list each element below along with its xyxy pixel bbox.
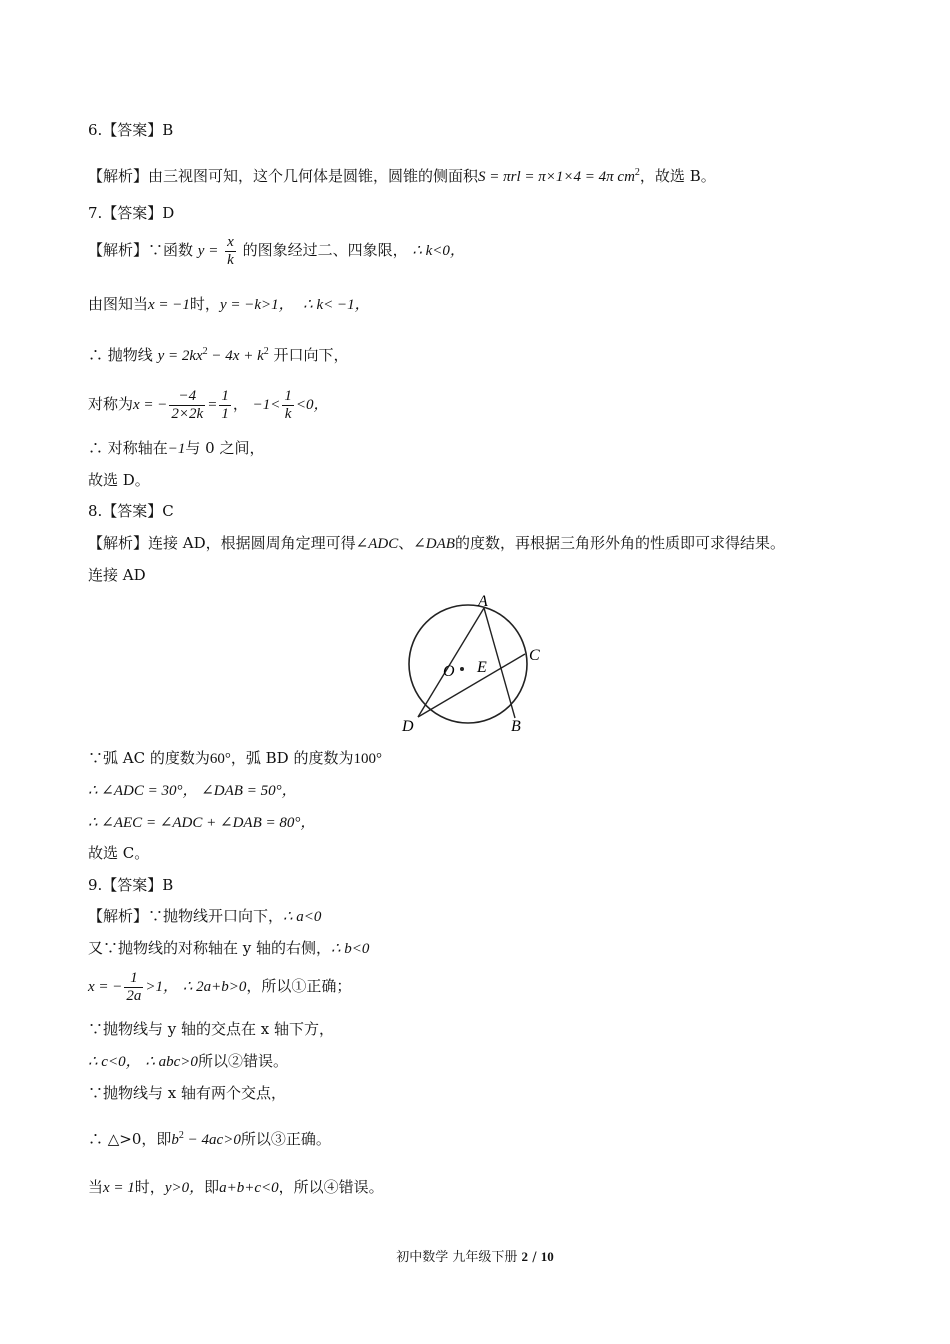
circle-figure (398, 590, 550, 736)
q9-line-6: ∵抛物线与 x 轴有两个交点， (88, 1084, 286, 1102)
q7-l1-mid: 的图象经过二、四象限， (242, 241, 408, 259)
q7-l4-prefix: 对称为 (88, 395, 134, 413)
q9-l1-result: ∴ a<0 (283, 909, 322, 925)
q9-l8-mid2: 即 (204, 1178, 220, 1196)
q7-line-3 (88, 342, 349, 366)
q7-l2-eq2: y = −k>1， (219, 297, 294, 313)
q8-exp-suffix: 的度数，再根据三角形外角的性质即可求得结果。 (454, 534, 785, 552)
q8-line-4: 故选 C。 (88, 844, 150, 862)
q9-line-1 (88, 906, 321, 927)
q9-l8-x: x = 1 (103, 1180, 135, 1196)
footer-total-pages: 10 (540, 1249, 554, 1264)
label-d: D (402, 718, 414, 735)
q9-line-3 (88, 967, 351, 1006)
q7-l3-sup2: 2 (263, 346, 269, 357)
q8-l1-v2: 100° (353, 751, 382, 767)
q9-line-4: ∵抛物线与 y 轴的交点在 x 轴下方， (88, 1020, 335, 1038)
q7-l3-eq-b: − 4x + k (207, 348, 264, 364)
q7-l4-num3: 1 (284, 387, 292, 404)
q6-exp-text: 【解析】由三视图可知，这个几何体是圆锥，圆锥的侧面积 (88, 167, 479, 185)
q8-explanation (88, 533, 785, 554)
q9-l7-sup: 2 (178, 1130, 184, 1141)
q8-l1-v1: 60° (209, 751, 231, 767)
q7-l1-result: ∴ k<0， (412, 243, 465, 259)
label-b: B (511, 718, 521, 735)
q8-sep: 、 (398, 534, 414, 552)
q9-answer-header: 9.【答案】B (88, 876, 174, 894)
q9-l7-rest: − 4ac>0 (183, 1132, 241, 1148)
q9-line-7 (88, 1126, 331, 1150)
q7-l4-comma: ， (232, 395, 248, 413)
q9-l3-fraction (124, 970, 143, 1005)
q7-l4-ineq-a: −1< (252, 397, 281, 413)
footer-page-number: 2 (521, 1249, 529, 1264)
q9-l3-num: 1 (124, 970, 143, 988)
q9-line-8 (88, 1177, 384, 1198)
q8-angle-adc: ∠ADC (355, 536, 399, 552)
q9-l3-x: x = − (88, 979, 123, 995)
q7-l4-den2: 1 (221, 405, 229, 422)
q8-line-2: ∴ ∠ADC = 30°， ∠DAB = 50°， (88, 783, 297, 799)
q9-l7-prefix: ∴ △>0，即 (88, 1130, 172, 1148)
footer-title: 初中数学 九年级下册 (396, 1250, 518, 1265)
q7-l4-fraction-3 (282, 388, 294, 423)
q9-l1-prefix: 【解析】∵抛物线开口向下， (88, 907, 284, 925)
q9-l7-suffix: 所以③正确。 (240, 1130, 331, 1148)
q9-l3-suffix: ，所以①正确； (246, 977, 352, 995)
q7-l4-fraction-1 (169, 388, 205, 423)
q7-l2-prefix: 由图知当 (88, 295, 149, 313)
q7-l5-suffix: 与 0 之间， (185, 439, 265, 457)
q7-l3-sup1: 2 (202, 346, 208, 357)
q8-angle-dab: ∠DAB (413, 536, 455, 552)
q7-line-4 (88, 384, 329, 425)
q7-l4-ineq-b: <0， (295, 397, 329, 413)
q7-answer-header: 7.【答案】D (88, 204, 175, 222)
q7-l4-den1: 2×2k (171, 405, 204, 422)
label-e: E (477, 659, 487, 676)
q7-line-2 (88, 294, 370, 315)
q7-l5-val: −1 (167, 441, 186, 457)
q9-l2-result: ∴ b<0 (331, 941, 370, 957)
q9-line-2 (88, 938, 369, 959)
label-c: C (529, 647, 540, 664)
q7-l2-mid: 时， (189, 295, 220, 313)
footer-separator: / (532, 1250, 537, 1265)
q7-l4-num1: −4 (169, 388, 205, 406)
q8-exp-prefix: 【解析】连接 AD，根据圆周角定理可得 (88, 534, 356, 552)
q9-l8-mid: 时， (134, 1178, 165, 1196)
q7-line-6: 故选 D。 (88, 471, 150, 489)
q7-l4-num2: 1 (221, 387, 229, 404)
q7-l2-result: ∴ k< −1， (303, 297, 370, 313)
q7-l4-x: x = − (133, 397, 168, 413)
q9-l3-gt: >1， (145, 979, 179, 995)
q7-line-5 (88, 438, 265, 459)
q6-explanation (88, 163, 716, 187)
q6-answer-header: 6.【答案】B (88, 121, 174, 139)
q7-l3-suffix: 开口向下， (273, 346, 349, 364)
q8-l1-mid: ，弧 BD 的度数为 (230, 749, 354, 767)
q9-l8-suffix: ，所以④错误。 (278, 1178, 384, 1196)
center-point (460, 667, 464, 671)
q9-l8-prefix: 当 (88, 1178, 104, 1196)
label-a: A (478, 593, 488, 610)
q8-answer-header: 8.【答案】C (88, 502, 174, 520)
q6-suffix: ，故选 B。 (639, 167, 716, 185)
q7-l4-eq: = (207, 397, 218, 413)
q9-l8-y: y>0， (164, 1180, 205, 1196)
q7-l1-y: y = (197, 243, 219, 259)
q7-l2-eq1: x = −1 (148, 297, 190, 313)
q8-connect-ad: 连接 AD (88, 566, 146, 584)
q9-l5-suffix: 所以②错误。 (197, 1052, 288, 1070)
q8-l1-prefix: ∵弧 AC 的度数为 (88, 749, 210, 767)
q7-l1-num: x (227, 233, 234, 250)
q9-l8-eq: a+b+c<0 (219, 1180, 279, 1196)
q6-formula: S = πrl = π×1×4 = 4π cm (478, 169, 635, 185)
q9-l3-result: ∴ 2a+b>0 (182, 979, 247, 995)
q9-l5-abc: ∴ abc>0 (145, 1054, 198, 1070)
q9-l2-prefix: 又∵抛物线的对称轴在 y 轴的右侧， (88, 939, 332, 957)
q9-l5-c: ∴ c<0， (88, 1054, 141, 1070)
q7-l1-fraction (225, 234, 236, 269)
page-footer (0, 1246, 950, 1265)
q7-line-1 (88, 233, 465, 269)
q6-formula-sup: 2 (634, 167, 640, 178)
q8-line-3: ∴ ∠AEC = ∠ADC + ∠DAB = 80°， (88, 815, 316, 831)
q7-l4-fraction-2 (219, 388, 231, 423)
q7-l1-den: k (227, 251, 234, 268)
label-o: O (443, 663, 455, 680)
q7-l3-eq-a: y = 2kx (157, 348, 203, 364)
q7-l1-prefix: 【解析】∵函数 (88, 241, 194, 259)
q7-l5-prefix: ∴ 对称轴在 (88, 439, 168, 457)
q7-l4-den3: k (284, 405, 292, 422)
q9-line-5 (88, 1051, 288, 1072)
q8-line-1 (88, 748, 382, 769)
q7-l3-prefix: ∴ 抛物线 (88, 346, 153, 364)
q9-l7-b: b (171, 1132, 179, 1148)
q9-l3-den: 2a (126, 987, 142, 1004)
